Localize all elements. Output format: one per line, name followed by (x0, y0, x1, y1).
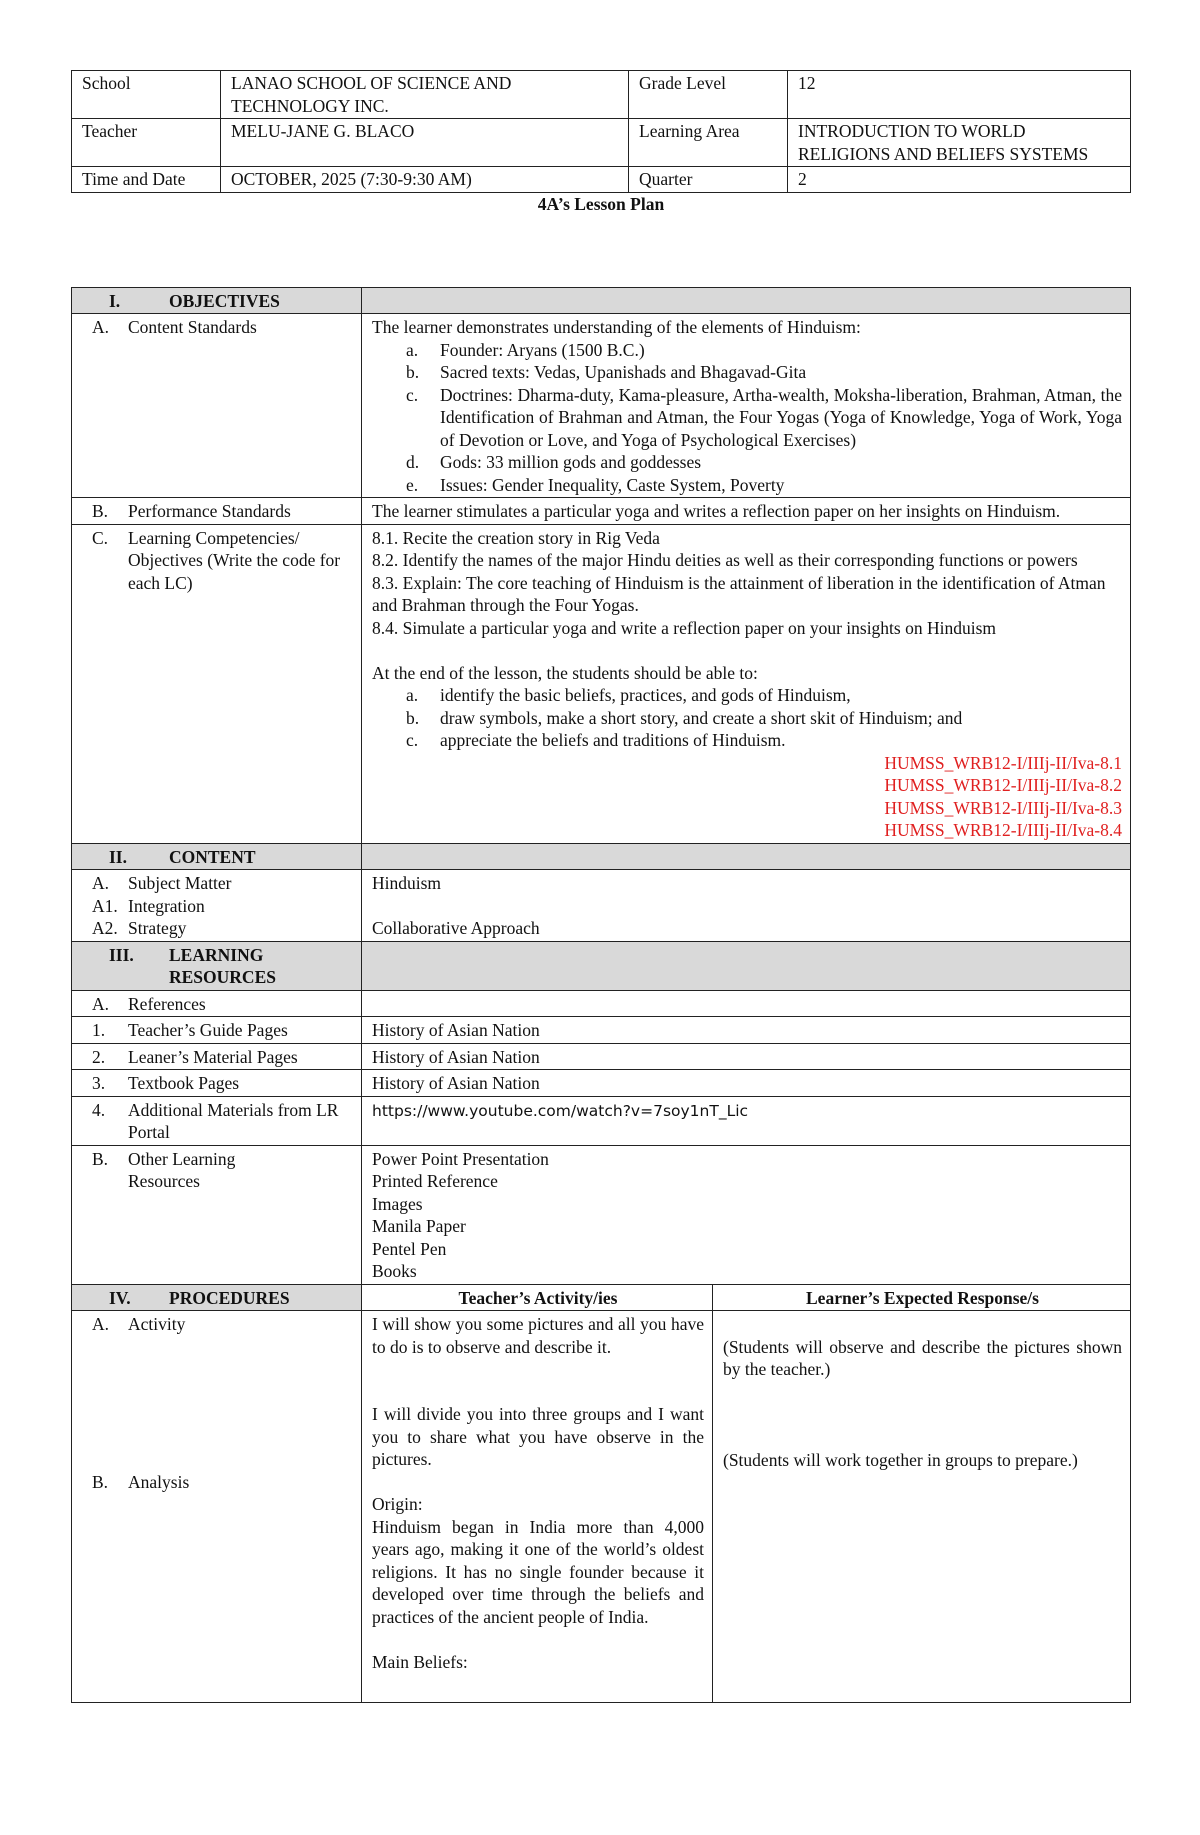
section-content (72, 843, 1131, 870)
page-title: 4A’s Lesson Plan (537, 193, 665, 214)
section-learning-resources (72, 941, 1131, 990)
content-standards-label: Content Standards (128, 317, 257, 337)
list-item: Power Point Presentation (372, 1148, 549, 1169)
origin-text: Hinduism began in India more than 4,000 years ago, making it one of the world’s oldest religions. It has no single founder because it developed over time through the beliefs and practices of the ancient people of India. (372, 1516, 704, 1627)
lc-code: HUMSS_WRB12-I/IIIj-II/Iva-8.2 (884, 775, 1122, 795)
lc-code: HUMSS_WRB12-I/IIIj-II/Iva-8.4 (884, 820, 1122, 840)
list-item: c. appreciate the beliefs and traditions of Hinduism. (406, 730, 786, 750)
learner-response-2: (Students will work together in groups to prepare.) (723, 1449, 1078, 1470)
section-heading: OBJECTIVES (169, 290, 280, 311)
time-date-value: OCTOBER, 2025 (7:30-9:30 AM) (221, 167, 629, 193)
section-objectives (72, 287, 1131, 314)
teacher-activity-1: I will show you some pictures and all you have to do is to observe and describe it. (372, 1314, 704, 1357)
list-item: Books (372, 1261, 417, 1281)
youtube-link[interactable]: https://www.youtube.com/watch?v=7soy1nT_Lic (372, 1101, 749, 1120)
list-item: Printed Reference (372, 1171, 498, 1191)
quarter-label: Quarter (629, 167, 788, 193)
list-item: b. Sacred texts: Vedas, Upanishads and Bhagavad-Gita (406, 362, 807, 382)
activity-label: Activity (128, 1314, 186, 1334)
list-item: Images (372, 1193, 423, 1214)
integration-label: Integration (128, 895, 205, 916)
section-number: II. (109, 846, 127, 867)
references-label: References (128, 993, 206, 1014)
content-standards-intro: The learner demonstrates understanding of the elements of Hinduism: (372, 317, 861, 337)
list-item: Pentel Pen (372, 1238, 447, 1259)
learner-response-header: Learner’s Expected Response/s (713, 1284, 1131, 1311)
section-heading: PROCEDURES (169, 1287, 290, 1308)
learning-area-value: INTRODUCTION TO WORLD RELIGIONS AND BELIEFS SYSTEMS (788, 119, 1131, 167)
lesson-plan-page (71, 70, 1131, 1703)
section-number: IV. (109, 1287, 131, 1308)
competency-item: 8.1. Recite the creation story in Rig Veda (372, 527, 660, 548)
grade-level-value: 12 (788, 71, 1131, 119)
procedures-row: A. Activity B. Analysis I will show you some pictures and all you have to do is to observe and describe it. I will divide you into three groups and I want you to share what you have observe in the pictures. Origin: Hinduism began in India more than 4,000 years ago, making it one of the world’s oldest religions. It has no single founder because it developed over time through the beliefs and practices of the ancient people of India. Main Beliefs: (Students will observe and describe the pictures shown by the teacher.) (Students will work together in groups to prepare.) (72, 1311, 1131, 1703)
subject-matter-label: Subject Matter (128, 873, 232, 893)
competency-item: 8.4. Simulate a particular yoga and write a reflection paper on your insights on Hinduism (372, 617, 997, 638)
references-row: A. References (72, 990, 1131, 1017)
other-resources-label: Other Learning Resources (128, 1148, 236, 1191)
grade-level-label: Grade Level (629, 71, 788, 119)
learning-area-label: Learning Area (629, 119, 788, 167)
list-item: a. Founder: Aryans (1500 B.C.) (406, 339, 645, 360)
section-heading: CONTENT (169, 846, 256, 867)
table-row: 1. Teacher’s Guide Pages History of Asian Nation (72, 1017, 1131, 1044)
teacher-activity-2: I will divide you into three groups and I want you to share what you have observe in the pictures. (372, 1404, 704, 1469)
list-item: c. Doctrines: Dharma-duty, Kama-pleasure, Artha-wealth, Moksha-liberation, Brahman, Atman, the Identification of Brahman and Atman, the Four Yogas (Yoga of Knowledge, Yoga of Work, Yoga of Devotion or Love, and Yoga of Psychological Exercises) (406, 384, 1122, 450)
teacher-label: Teacher (72, 119, 221, 167)
list-item: a. identify the basic beliefs, practices, and gods of Hinduism, (406, 685, 851, 705)
teacher-activity-header: Teacher’s Activity/ies (362, 1284, 713, 1311)
competencies-label: Learning Competencies/ Objectives (Write the code for each LC) (128, 527, 341, 593)
performance-standards-label: Performance Standards (128, 501, 291, 521)
learner-response-1: (Students will observe and describe the pictures shown by the teacher.) (723, 1336, 1122, 1379)
school-value: LANAO SCHOOL OF SCIENCE AND TECHNOLOGY INC. (221, 71, 629, 119)
additional-materials-row: 4. Additional Materials from LR Portal https://www.youtube.com/watch?v=7soy1nT_Lic (72, 1096, 1131, 1145)
other-resources-row: B. Other Learning Resources Power Point Presentation Printed Reference Images Manila Paper Pentel Pen Books (72, 1145, 1131, 1284)
section-heading: LEARNING RESOURCES (169, 944, 276, 987)
section-number: III. (109, 944, 134, 965)
content-standards-list (372, 339, 1122, 497)
section-number: I. (109, 290, 121, 311)
analysis-label: Analysis (128, 1471, 190, 1492)
section-procedures (72, 1284, 1131, 1311)
end-of-lesson-list (372, 684, 1122, 752)
list-item: Manila Paper (372, 1216, 466, 1236)
subject-matter-value: Hinduism (372, 873, 442, 893)
lesson-table (71, 287, 1131, 1704)
performance-standards-text: The learner stimulates a particular yoga and writes a reflection paper on her insights on Hinduism. (362, 498, 1131, 525)
lc-code: HUMSS_WRB12-I/IIIj-II/Iva-8.3 (884, 797, 1122, 818)
competencies-row: C. Learning Competencies/ Objectives (Write the code for each LC) 8.1. Recite the creation story in Rig Veda 8.2. Identify the names of the major Hindu deities as well as their corresponding functions or powers 8.3. Explain: The core teaching of Hinduism is the attainment of liberation in the identification of Atman and Brahman through the Four Yogas. 8.4. Simulate a particular yoga and write a reflection paper on your insights on Hinduism At the end of the lesson, the students should be able to: a. identify the basic beliefs, practices, and gods of Hinduism, b. draw symbols, make a short story, and create a short skit of Hinduism; and c. appreciate the beliefs and traditions of Hinduism. HUMSS_WRB12-I/IIIj-II/Iva-8.1 HUMSS_WRB12-I/IIIj-II/Iva-8.2 HUMSS_WRB12-I/IIIj-II/Iva-8.3 HUMSS_WRB12-I/IIIj-II/Iva-8.4 (72, 524, 1131, 843)
content-standards-row: A. Content Standards The learner demonstrates understanding of the elements of Hinduism: a. Founder: Aryans (1500 B.C.) b. Sacred texts: Vedas, Upanishads and Bhagavad-Gita c. Doctrines: Dharma-duty, Kama-pleasure, Artha-wealth, Moksha-liberation, Brahman, Atman, the Identification of Brahman and Atman, the Four Yogas (Yoga of Knowledge, Yoga of Work, Yoga of Devotion or Love, and Yoga of Psychological Exercises) d. Gods: 33 million gods and goddesses e. Issues: Gender Inequality, Caste System, Poverty (72, 314, 1131, 498)
list-item: e. Issues: Gender Inequality, Caste System, Poverty (406, 474, 785, 495)
subject-matter-row: A. Subject Matter A1. Integration A2. Strategy Hinduism Collaborative Approach (72, 870, 1131, 942)
competency-item: 8.2. Identify the names of the major Hindu deities as well as their corresponding functions or powers (372, 550, 1078, 570)
table-row: 3. Textbook Pages History of Asian Nation (72, 1070, 1131, 1097)
strategy-value: Collaborative Approach (372, 918, 540, 938)
additional-materials-label: Additional Materials from LR Portal (128, 1099, 339, 1142)
school-label: School (72, 71, 221, 119)
teacher-value: MELU-JANE G. BLACO (221, 119, 629, 167)
lc-code: HUMSS_WRB12-I/IIIj-II/Iva-8.1 (884, 752, 1122, 773)
performance-standards-row: B. Performance Standards The learner stimulates a particular yoga and writes a reflection paper on her insights on Hinduism. (72, 498, 1131, 525)
competency-item: 8.3. Explain: The core teaching of Hinduism is the attainment of liberation in the identification of Atman and Brahman through the Four Yogas. (372, 572, 1106, 615)
table-row: 2. Leaner’s Material Pages History of Asian Nation (72, 1043, 1131, 1070)
origin-heading: Origin: (372, 1494, 423, 1514)
quarter-value: 2 (788, 167, 1131, 193)
end-of-lesson-intro: At the end of the lesson, the students should be able to: (372, 662, 758, 683)
main-beliefs-heading: Main Beliefs: (372, 1651, 468, 1672)
strategy-label: Strategy (128, 918, 187, 938)
list-item: d. Gods: 33 million gods and goddesses (406, 452, 702, 472)
time-date-label: Time and Date (72, 167, 221, 193)
list-item: b. draw symbols, make a short story, and create a short skit of Hinduism; and (406, 707, 963, 728)
header-table (71, 70, 1131, 193)
